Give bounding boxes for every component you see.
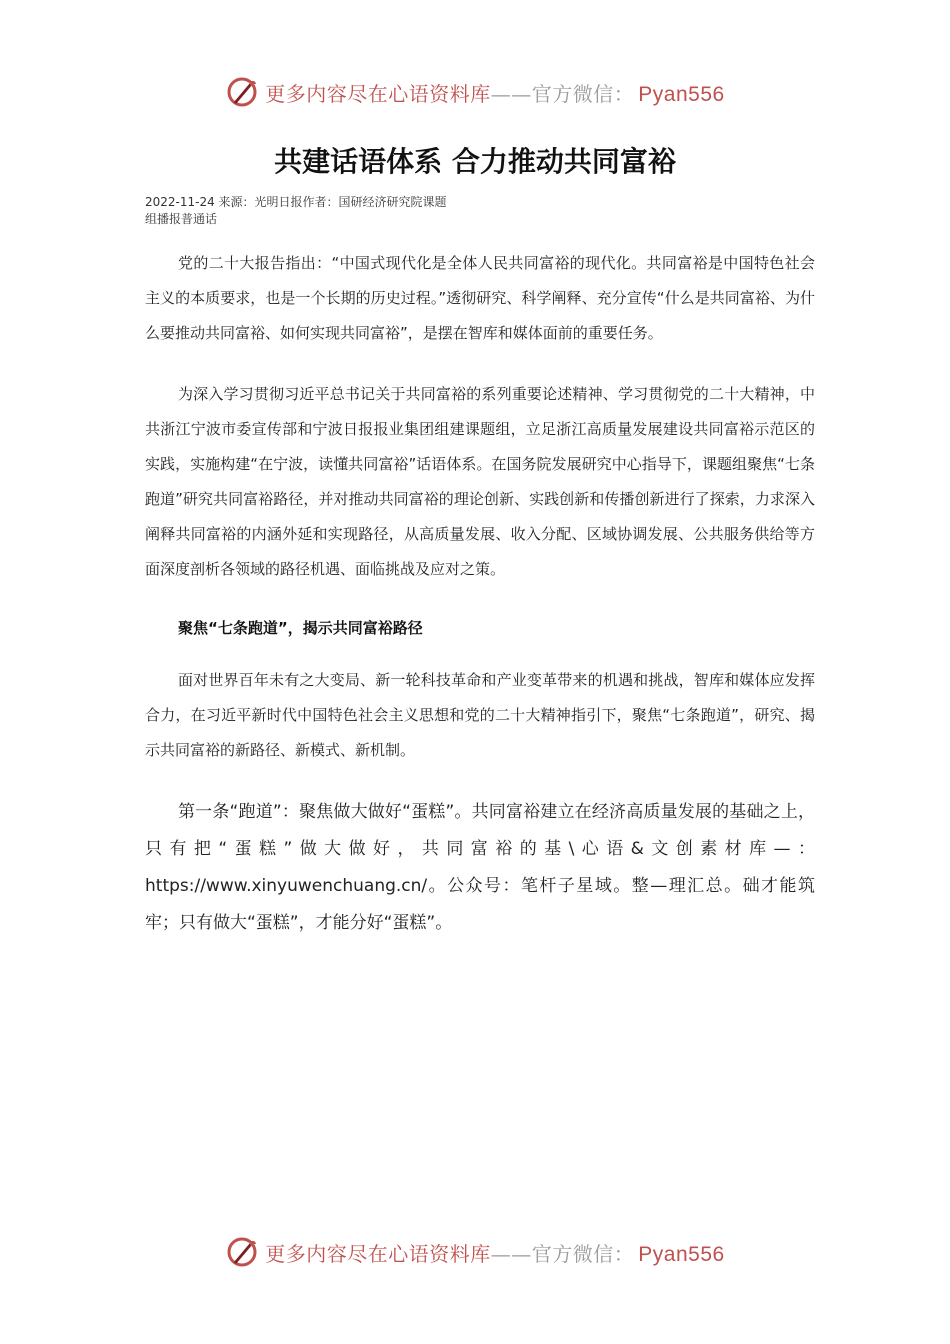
article-meta xyxy=(145,194,705,228)
article-meta-broadcast: 组播报普通话 xyxy=(145,212,218,226)
quill-logo-icon xyxy=(225,1235,259,1269)
watermark-wechat-id: Pyan556 xyxy=(638,82,725,106)
watermark-wechat-label: 官方微信： xyxy=(531,1241,635,1266)
paragraph-2: 为深入学习贯彻习近平总书记关于共同富裕的系列重要论述精神、学习贯彻党的二十大精神，中共浙江宁波市委宣传部和宁波日报报业集团组建课题组，立足浙江高质量发展建设共同富裕示范区的实践，实施构建“在宁波，读懂共同富裕”话语体系。在国务院发展研究中心指导下，课题组聚焦“七条跑道”研究共同富裕路径，并对推动共同富裕的理论创新、实践创新和传播创新进行了探索，力求深入阐释共同富裕的内涵外延和实现路径，从高质量发展、收入分配、区域协调发展、公共服务供给等方面深度剖析各领域的路径机遇、面临挑战及应对之策。 xyxy=(145,385,815,578)
paragraph-4: 第一条“跑道”：聚焦做大做好“蛋糕”。共同富裕建立在经济高质量发展的基础之上， 只有把“蛋糕”做大做好，共同富裕的基\心语&文创素材库—：https://www.xinyuwenchuang.cn/。公众号：笔杆子星域。整—理汇总。础才能筑牢；只有做大“蛋糕”，才能分好“蛋糕”。 xyxy=(145,802,815,933)
watermark-wechat-label: 官方微信： xyxy=(531,81,635,106)
article-meta-source: 2022-11-24 来源：光明日报作者：国研经济研究院课题 xyxy=(145,195,447,209)
watermark-text xyxy=(265,78,724,107)
section-subheading: 聚焦“七条跑道”，揭示共同富裕路径 xyxy=(178,619,423,637)
quill-logo-icon xyxy=(225,75,259,109)
article-body xyxy=(145,246,815,968)
watermark-banner-top xyxy=(0,72,950,112)
paragraph-1: 党的二十大报告指出：“中国式现代化是全体人民共同富裕的现代化。共同富裕是中国特色社会主义的本质要求，也是一个长期的历史过程。”透彻研究、科学阐释、充分宣传“什么是共同富裕、为什么要推动共同富裕、如何实现共同富裕”，是摆在智库和媒体面前的重要任务。 xyxy=(145,254,815,342)
watermark-wechat-id: Pyan556 xyxy=(638,1242,725,1266)
article-title: 共建话语体系 合力推动共同富裕 xyxy=(274,145,676,178)
watermark-text xyxy=(265,1238,724,1267)
watermark-main: 更多内容尽在心语资料库 xyxy=(265,1241,491,1266)
watermark-main: 更多内容尽在心语资料库 xyxy=(265,81,491,106)
watermark-separator: —— xyxy=(490,81,532,106)
paragraph-3: 面对世界百年未有之大变局、新一轮科技革命和产业变革带来的机遇和挑战，智库和媒体应发挥合力，在习近平新时代中国特色社会主义思想和党的二十大精神指引下，聚焦“七条跑道”，研究、揭示共同富裕的新路径、新模式、新机制。 xyxy=(145,671,815,759)
watermark-banner-bottom xyxy=(0,1232,950,1272)
watermark-separator: —— xyxy=(490,1241,532,1266)
